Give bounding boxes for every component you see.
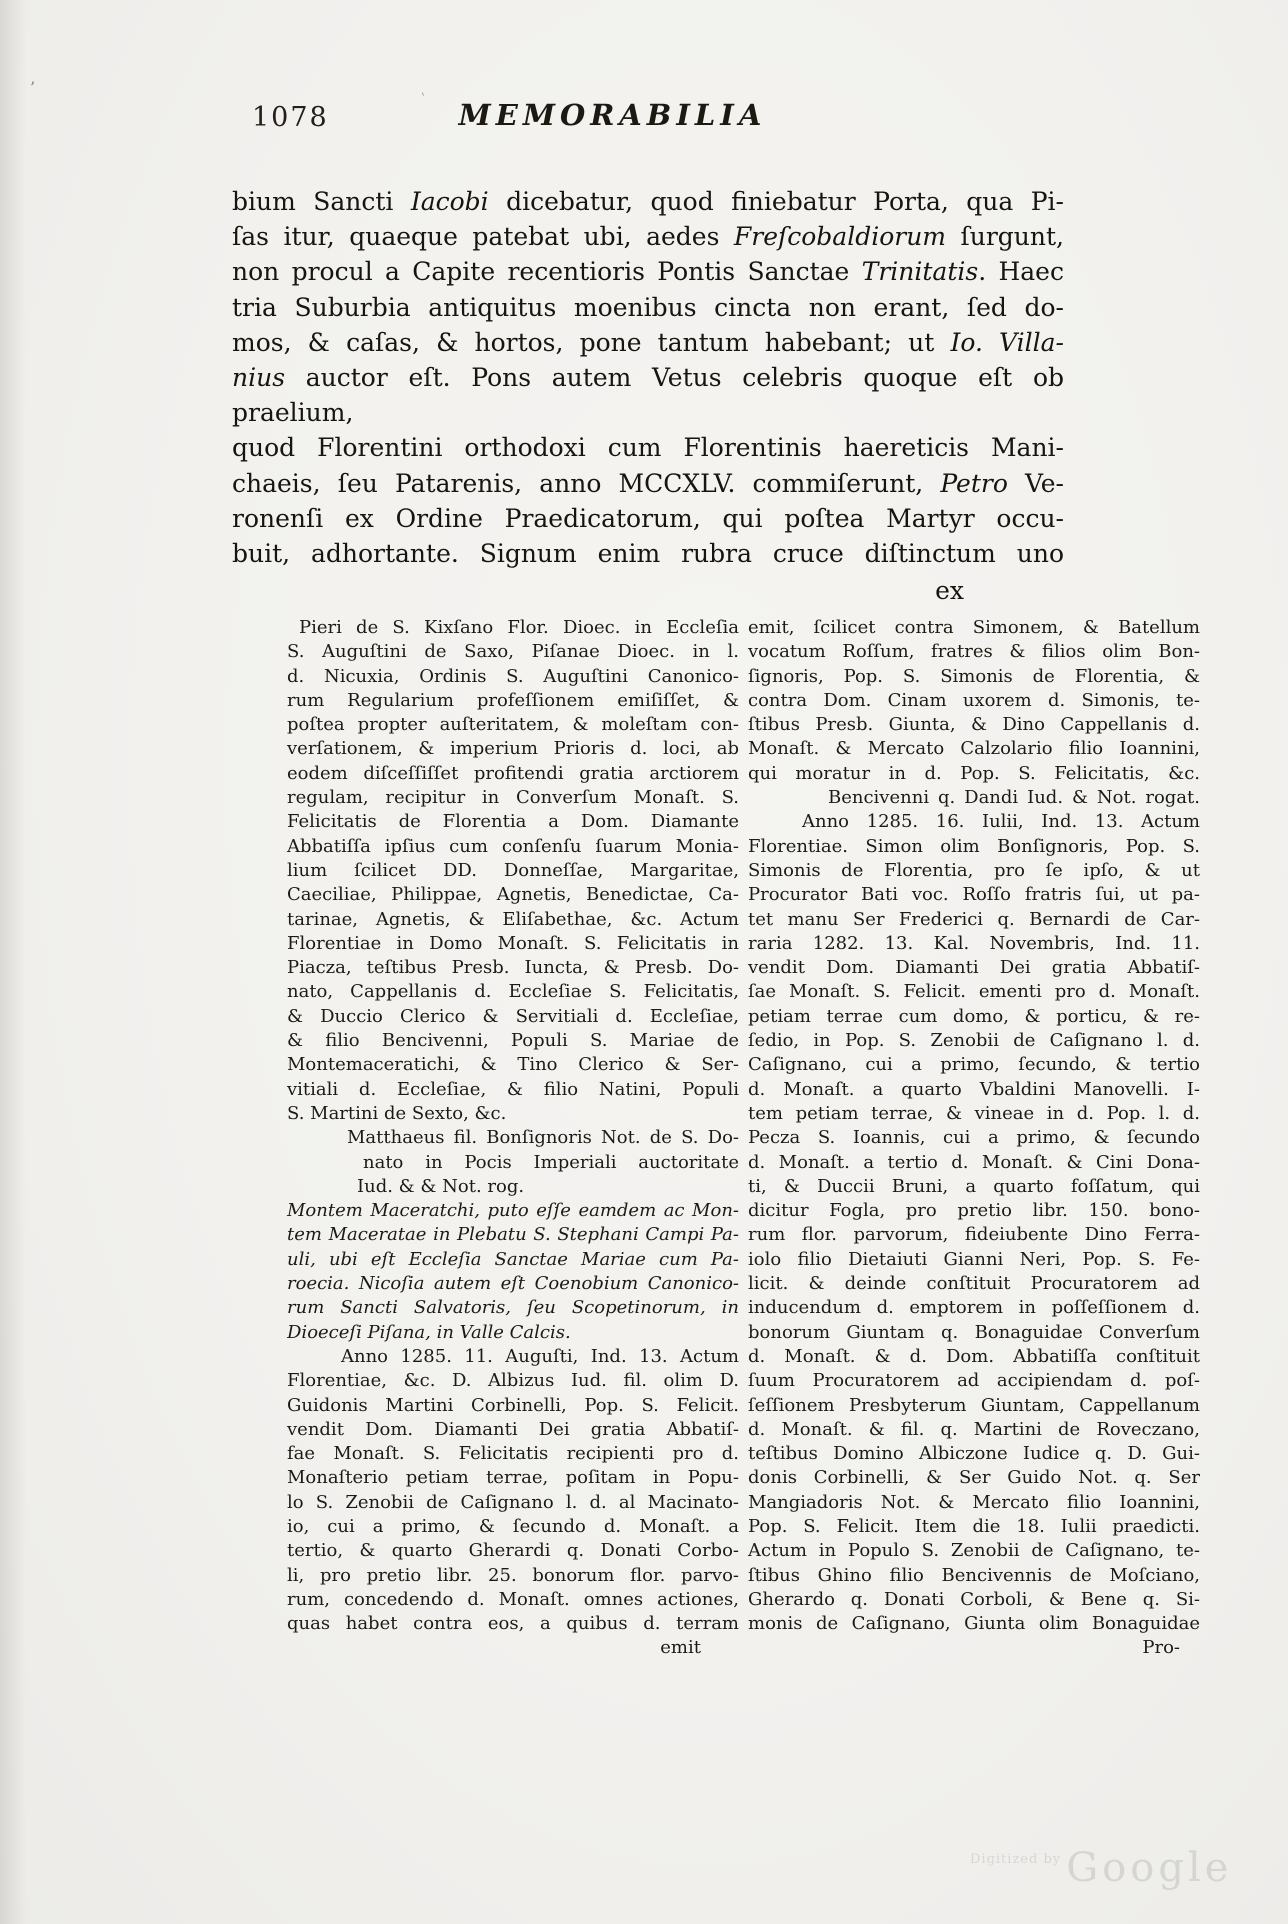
text-line: Florentiae in Domo Monaſt. S. Felicitatis in (287, 932, 739, 954)
text-line (232, 184, 1064, 219)
main-text-paragraph (232, 184, 1064, 608)
text-segment: quod Florentini orthodoxi cum Florentinis haereticis Mani- (232, 433, 1064, 463)
text-line: nato, Cappellanis d. Eccleſiae S. Felicitatis, (287, 981, 739, 1003)
text-line (232, 360, 1064, 430)
text-line: Monaſt. & Mercato Calzolario filio Ioannini, (748, 738, 1200, 760)
text-line: Florentiae, &c. D. Albizus Iud. fil. olim D. (287, 1370, 739, 1392)
text-line: d. Monaſt. & fil. q. Martini de Roveczano, (748, 1418, 1200, 1440)
text-line: Procurator Bati voc. Roſſo fratris ſui, ut pa- (748, 884, 1200, 906)
text-line: ſuum Procuratorem ad accipiendam d. poſ- (748, 1370, 1200, 1392)
text-line: lo S. Zenobii de Caſignano l. d. al Macinato- (287, 1491, 739, 1513)
text-line: S. Auguſtini de Saxo, Piſanae Dioec. in l. (287, 641, 739, 663)
text-line: Abbatiſſa ipſius cum conſenſu ſuarum Monia- (287, 835, 739, 857)
text-line: bonorum Giuntam q. Bonaguidae Converſum (748, 1321, 1200, 1343)
italic-text-segment: nius (232, 363, 286, 393)
text-segment: ſas itur, quaeque patebat ubi, aedes (232, 222, 734, 252)
text-segment: ſurgunt, (946, 222, 1064, 252)
text-line: contra Dom. Cinam uxorem d. Simonis, te- (748, 689, 1200, 711)
running-head-title: MEMORABILIA (458, 98, 767, 132)
text-line: Caeciliae, Philippae, Agnetis, Benedictae, Ca- (287, 884, 739, 906)
text-line: Montem Maceratchi, puto eſſe eamdem ac Mon- (287, 1200, 739, 1222)
text-line: Gherardo q. Donati Corboli, & Bene q. Si- (748, 1588, 1200, 1610)
text-line: monis de Caſignano, Giunta olim Bonaguidae (748, 1613, 1200, 1635)
text-segment: ex (935, 576, 964, 606)
text-line: Montemaceratichi, & Tino Clerico & Ser- (287, 1054, 739, 1076)
text-line: rum Regularium profeſſionem emiſiſſet, & (287, 689, 739, 711)
footnote-column-right (748, 616, 1200, 1661)
text-line: dicitur Fogla, pro pretio libr. 150. bono- (748, 1200, 1200, 1222)
text-segment: . Haec (978, 257, 1064, 287)
text-line: regulam, recipitur in Converſum Monaſt. S. (287, 787, 739, 809)
text-line: Guidonis Martini Corbinelli, Pop. S. Felicit. (287, 1394, 739, 1416)
text-line (232, 430, 1064, 465)
text-line (232, 290, 1064, 325)
text-line (232, 536, 1064, 571)
footnote-column-left (287, 616, 739, 1661)
text-line: tem Maceratae in Plebatu S. Stephani Campi Pa- (287, 1224, 739, 1246)
text-line: d. Monaſt. a quarto Vbaldini Manovelli. I- (748, 1078, 1200, 1100)
italic-text-segment: Iacobi (410, 187, 489, 216)
text-line: Matthaeus fil. Bonſignoris Not. de S. Do- (347, 1127, 739, 1149)
scan-artifact: ` (415, 91, 428, 109)
text-line: S. Martini de Sexto, &c. (287, 1102, 507, 1124)
text-line: vocatum Roſſum, fratres & filios olim Bon- (748, 641, 1200, 663)
text-line: Anno 1285. 11. Auguſti, Ind. 13. Actum (341, 1345, 739, 1367)
text-segment: dicebatur, quod finiebatur Porta, qua Pi- (488, 187, 1064, 216)
text-line: licit. & deinde conſtituit Procuratorem ad (748, 1273, 1200, 1295)
text-segment: Ve- (1007, 468, 1064, 498)
text-line: Piacza, teſtibus Presb. Iuncta, & Presb. Do- (287, 957, 739, 979)
text-line: tertio, & quarto Gherardi q. Donati Corbo- (287, 1540, 739, 1562)
text-line: ſtibus Ghino filio Bencivennis de Moſciano, (748, 1564, 1200, 1586)
text-segment: bium Sancti (232, 187, 411, 216)
text-segment: auctor eſt. Pons autem Vetus celebris quoque eſt ob praelium, (232, 363, 1064, 428)
text-line: petiam terrae cum domo, & porticu, & re- (748, 1005, 1200, 1027)
text-line: & filio Bencivenni, Populi S. Mariae de (287, 1030, 739, 1052)
text-line: lium ſcilicet DD. Donneſſae, Margaritae, (287, 859, 739, 881)
text-line: verſationem, & imperium Prioris d. loci, ab (287, 738, 739, 760)
text-line: rum flor. parvorum, fideiubente Dino Ferra- (748, 1224, 1200, 1246)
text-line: ti, & Duccii Bruni, a quarto foſſatum, qui (748, 1175, 1200, 1197)
text-line: emit, ſcilicet contra Simonem, & Batellum (748, 617, 1200, 638)
text-line: li, pro pretio libr. 25. bonorum flor. parvo- (287, 1564, 739, 1586)
text-line: fae Monaſt. S. Felicitatis recipienti pro d. (287, 1443, 739, 1465)
scan-artifact: ’ (30, 78, 36, 97)
italic-text-segment: Trinitatis (861, 257, 979, 287)
text-line: teſtibus Domino Albiczone Iudice q. D. Gui- (748, 1443, 1200, 1465)
text-line: Actum in Populo S. Zenobii de Caſignano, te- (748, 1540, 1200, 1562)
text-line (232, 501, 1064, 536)
text-line: tem petiam terrae, & vineae in d. Pop. l. d. (748, 1102, 1200, 1124)
text-line: Iud. & & Not. rog. (357, 1175, 525, 1197)
text-line: vitiali d. Eccleſiae, & filio Natini, Populi (287, 1078, 739, 1100)
text-line: ſae Monaſt. S. Felicit. ementi pro d. Monaſt. (748, 981, 1200, 1003)
text-line: rum, concedendo d. Monaſt. omnes actiones, (287, 1588, 739, 1610)
text-line: roecia. Nicoſia autem eſt Coenobium Canonico- (287, 1273, 739, 1295)
text-segment: buit, adhortante. Signum enim rubra cruce diſtinctum uno (232, 539, 1064, 569)
italic-text-segment: Petro (940, 468, 1008, 498)
text-line: Bencivenni q. Dandi Iud. & Not. rogat. (828, 787, 1200, 809)
italic-text-segment: Freſcobaldiorum (733, 222, 947, 252)
text-line: Anno 1285. 16. Iulii, Ind. 13. Actum (802, 811, 1200, 833)
text-line: donis Corbinelli, & Ser Guido Not. q. Ser (748, 1467, 1200, 1489)
text-line (232, 571, 1064, 608)
text-line: io, cui a primo, & ſecundo d. Monaſt. a (287, 1515, 739, 1537)
text-line: Dioeceſi Piſana, in Valle Calcis. (287, 1321, 571, 1343)
text-line: inducendum d. emptorem in poſſeſſionem d. (748, 1297, 1200, 1319)
watermark-small-text: Digitized by (970, 1852, 1062, 1867)
text-line: ſtibus Presb. Giunta, & Dino Cappellanis d. (748, 714, 1200, 736)
text-line (232, 466, 1064, 501)
text-segment: ronenſi ex Ordine Praedicatorum, qui poſtea Martyr occu- (232, 503, 1064, 533)
text-line: & Duccio Clerico & Servitiali d. Eccleſiae, (287, 1005, 739, 1027)
text-line: ſignoris, Pop. S. Simonis de Florentia, & (748, 665, 1200, 687)
text-line: Pieri de S. Kixſano Flor. Dioec. in Eccleſia (299, 617, 739, 638)
text-line: raria 1282. 13. Kal. Novembris, Ind. 11. (748, 932, 1200, 954)
text-line: ſedio, in Pop. S. Zenobii de Caſignano l. d. (748, 1030, 1200, 1052)
text-line: vendit Dom. Diamanti Dei gratia Abbatiſ- (287, 1418, 739, 1440)
text-line: Pro- (1142, 1637, 1180, 1659)
text-line: emit (660, 1637, 701, 1659)
text-line (232, 219, 1064, 254)
text-line: Caſignano, cui a primo, ſecundo, & tertio (748, 1054, 1200, 1076)
text-line: vendit Dom. Diamanti Dei gratia Abbatiſ- (748, 957, 1200, 979)
text-line: d. Nicuxia, Ordinis S. Auguſtini Canonico- (287, 665, 739, 687)
text-segment: chaeis, ſeu Patarenis, anno MCCXLV. commiſerunt, (232, 468, 941, 498)
text-line: ſeſſionem Presbyterum Giuntam, Cappellanum (748, 1394, 1200, 1416)
text-line: Pop. S. Felicit. Item die 18. Iulii praedicti. (748, 1515, 1200, 1537)
text-segment: non procul a Capite recentioris Pontis Sanctae (232, 257, 862, 287)
text-line: d. Monaſt. & d. Dom. Abbatiſſa conſtituit (748, 1345, 1200, 1367)
text-line: eodem diſceſſiſſet profitendi gratia arctiorem (287, 762, 739, 784)
text-line: d. Monaſt. a tertio d. Monaſt. & Cini Dona- (748, 1151, 1200, 1173)
text-line: tet manu Ser Frederici q. Bernardi de Car- (748, 908, 1200, 930)
text-line: Simonis de Florentia, pro ſe ipſo, & ut (748, 859, 1200, 881)
text-line (232, 254, 1064, 289)
text-line: Mangiadoris Not. & Mercato filio Ioannini, (748, 1491, 1200, 1513)
text-line (232, 325, 1064, 360)
text-line: poſtea propter auſteritatem, & moleſtam con- (287, 714, 739, 736)
text-line: qui moratur in d. Pop. S. Felicitatis, &c. (748, 762, 1200, 784)
text-line: rum Sancti Salvatoris, ſeu Scopetinorum, in (287, 1297, 739, 1319)
text-line: Felicitatis de Florentia a Dom. Diamante (287, 811, 739, 833)
text-line: Pecza S. Ioannis, cui a primo, & ſecundo (748, 1127, 1200, 1149)
page-edge-shadow (0, 0, 26, 1924)
digitization-watermark (970, 1845, 1270, 1891)
google-watermark-text: Google (1066, 1845, 1233, 1891)
italic-text-segment: Io. Villa- (950, 327, 1064, 357)
text-line: uli, ubi eſt Eccleſia Sanctae Mariae cum Pa- (287, 1248, 739, 1270)
text-line: Monaſterio petiam terrae, poſitam in Popu- (287, 1467, 739, 1489)
page-number: 1078 (252, 102, 329, 133)
text-segment: mos, & caſas, & hortos, pone tantum habebant; ut (232, 327, 951, 357)
text-line: tarinae, Agnetis, & Eliſabethae, &c. Actum (287, 908, 739, 930)
text-segment: tria Suburbia antiquitus moenibus cincta non erant, ſed do- (232, 292, 1064, 322)
text-line: iolo filio Dietaiuti Gianni Neri, Pop. S. Fe- (748, 1248, 1200, 1270)
text-line: quas habet contra eos, a quibus d. terram (287, 1613, 739, 1635)
text-line: Florentiae. Simon olim Bonſignoris, Pop. S. (748, 835, 1200, 857)
text-line: nato in Pocis Imperiali auctoritate (363, 1151, 739, 1173)
